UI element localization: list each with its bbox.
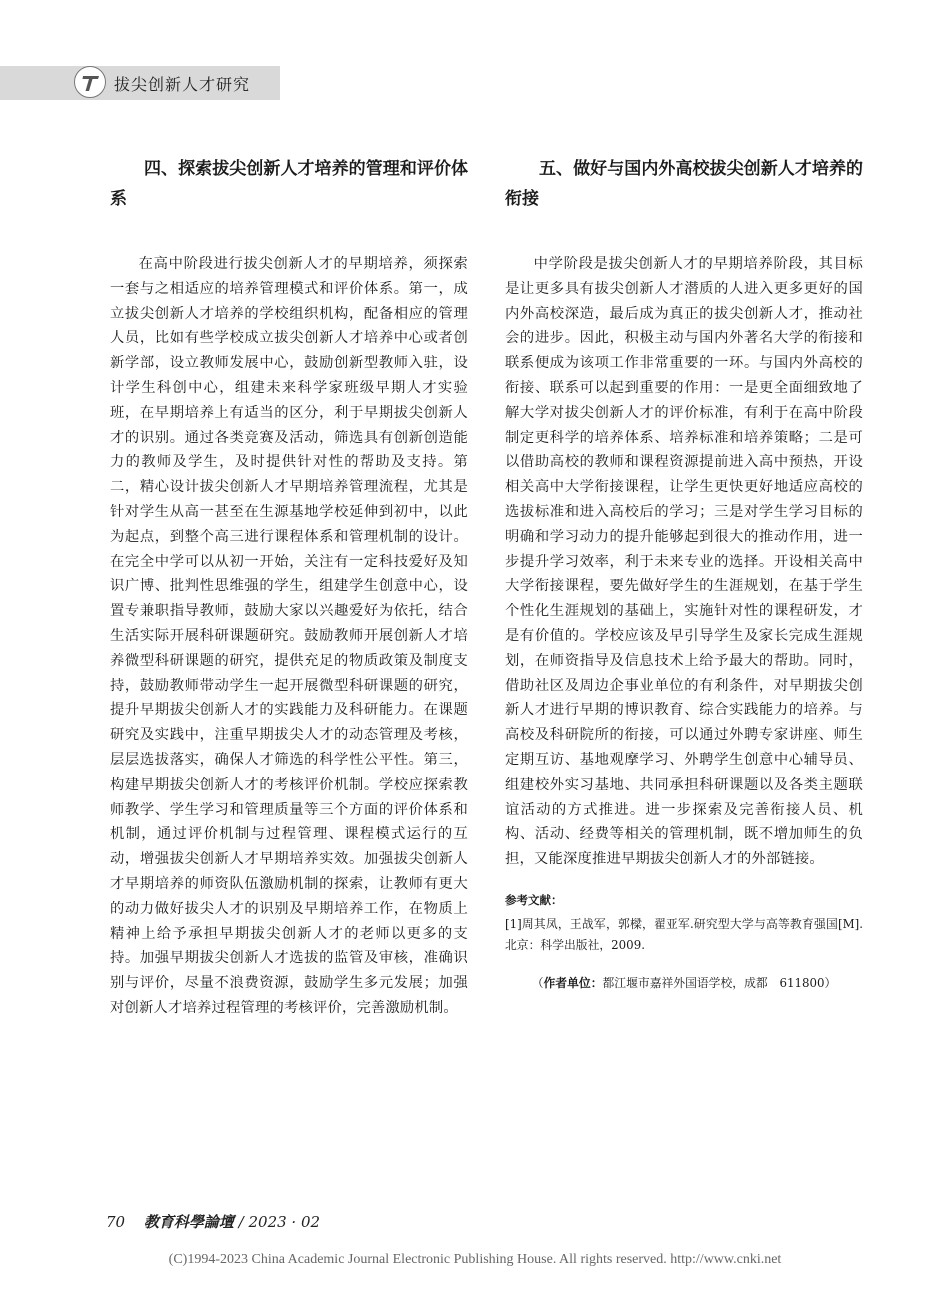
journal-name: 教育科學論壇	[143, 1213, 234, 1231]
page-footer	[106, 1211, 320, 1232]
journal-issue: / 2023 · 02	[238, 1213, 321, 1231]
section-body-4: 在高中阶段进行拔尖创新人才的早期培养，须探索一套与之相适应的培养管理模式和评价体系。第一，成立拔尖创新人才培养的学校组织机构，配备相应的管理人员，比如有些学校成立拔尖创新人才培养中心或者创新学部，设立教师发展中心，鼓励创新型教师入驻，设计学生科创中心，组建未来科学家班级早期人才实验班，在早期培养上有适当的区分，利于早期拔尖创新人才的识别。通过各类竞赛及活动，筛选具有创新创造能力的教师及学生，及时提供针对性的帮助及支持。第二，精心设计拔尖创新人才早期培养管理流程，尤其是针对学生从高一甚至在生源基地学校延伸到初中，以此为起点，到整个高三进行课程体系和管理机制的设计。在完全中学可以从初一开始，关注有一定科技爱好及知识广博、批判性思维强的学生，组建学生创意中心，设置专兼职指导教师，鼓励大家以兴趣爱好为依托，结合生活实际开展科研课题研究。鼓励教师开展创新人才培养微型科研课题的研究，提供充足的物质政策及制度支持，鼓励教师带动学生一起开展微型科研课题的研究，提升早期拔尖创新人才的实践能力及科研能力。在课题研究及实践中，注重早期拔尖人才的动态管理及考核，层层选拔落实，确保人才筛选的科学性公平性。第三，构建早期拔尖创新人才的考核评价机制。学校应探索教师教学、学生学习和管理质量等三个方面的评价体系和机制，通过评价机制与过程管理、课程模式运行的互动，增强拔尖创新人才早期培养实效。加强拔尖创新人才早期培养的师资队伍激励机制的探索，让教师有更大的动力做好拔尖人才的识别及早期培养工作，在物质上精神上给予承担早期拔尖创新人才的老师以更多的支持。加强早期拔尖创新人才选拔的监管及审核，准确识别与评价，尽量不浪费资源，鼓励学生多元发展；加强对创新人才培养过程管理的考核评价，完善激励机制。	[110, 256, 468, 1016]
right-column	[505, 150, 863, 991]
author-unit-close: ）	[824, 975, 837, 990]
references	[505, 892, 863, 956]
references-title: 参考文献：	[505, 892, 563, 907]
t-logo-icon	[75, 67, 105, 97]
section-heading-4: 四、探索拔尖创新人才培养的管理和评价体系	[110, 159, 468, 209]
author-unit-value: 都江堰市嘉祥外国语学校，成都 611800	[602, 975, 825, 990]
author-unit	[505, 974, 863, 991]
left-column	[110, 150, 468, 1021]
section-heading-5: 五、做好与国内外高校拔尖创新人才培养的衔接	[505, 159, 863, 209]
section-title: 拔尖创新人才研究	[114, 75, 251, 94]
copyright-notice: (C)1994-2023 China Academic Journal Electronic Publishing House. All rights reserved. http://www.cnki.net	[168, 1252, 782, 1267]
section-body-5: 中学阶段是拔尖创新人才的早期培养阶段，其目标是让更多具有拔尖创新人才潜质的人进入更多更好的国内外高校深造，最后成为真正的拔尖创新人才，推动社会的进步。因此，积极主动与国内外著名大学的衔接和联系便成为该项工作非常重要的一环。与国内外高校的衔接、联系可以起到重要的作用：一是更全面细致地了解大学对拔尖创新人才的评价标准，有利于在高中阶段制定更科学的培养体系、培养标准和培养策略；二是可以借助高校的教师和课程资源提前进入高中预热，开设相关高中大学衔接课程，让学生更快更好地适应高校的选拔标准和进入高校后的学习；三是对学生学习目标的明确和学习动力的提升能够起到很大的推动作用，进一步提升学习效率，利于未来专业的选择。开设相关高中大学衔接课程，要先做好学生的生涯规划，在基于学生个性化生涯规划的基础上，实施针对性的课程研发，才是有价值的。学校应该及早引导学生及家长完成生涯规划，在师资指导及信息技术上给予最大的帮助。同时，借助社区及周边企事业单位的有利条件，对早期拔尖创新人才进行早期的博识教育、综合实践能力的培养。与高校及科研院所的衔接，可以通过外聘专家讲座、师生定期互访、基地观摩学习、外聘学生创意中心辅导员、组建校外实习基地、共同承担科研课题以及各类主题联谊活动的方式推进。进一步探索及完善衔接人员、机构、活动、经费等相关的管理机制，既不增加师生的负担，又能深度推进早期拔尖创新人才的外部链接。	[505, 256, 863, 868]
reference-item: [1]周其凤，王战军，郭樑，翟亚军.研究型大学与高等教育强国[M].北京：科学出版社，2009.	[505, 916, 863, 952]
author-unit-open: （	[531, 975, 544, 990]
author-unit-label: 作者单位：	[543, 975, 603, 990]
page-number: 70	[106, 1213, 126, 1231]
journal-logo	[74, 66, 106, 98]
